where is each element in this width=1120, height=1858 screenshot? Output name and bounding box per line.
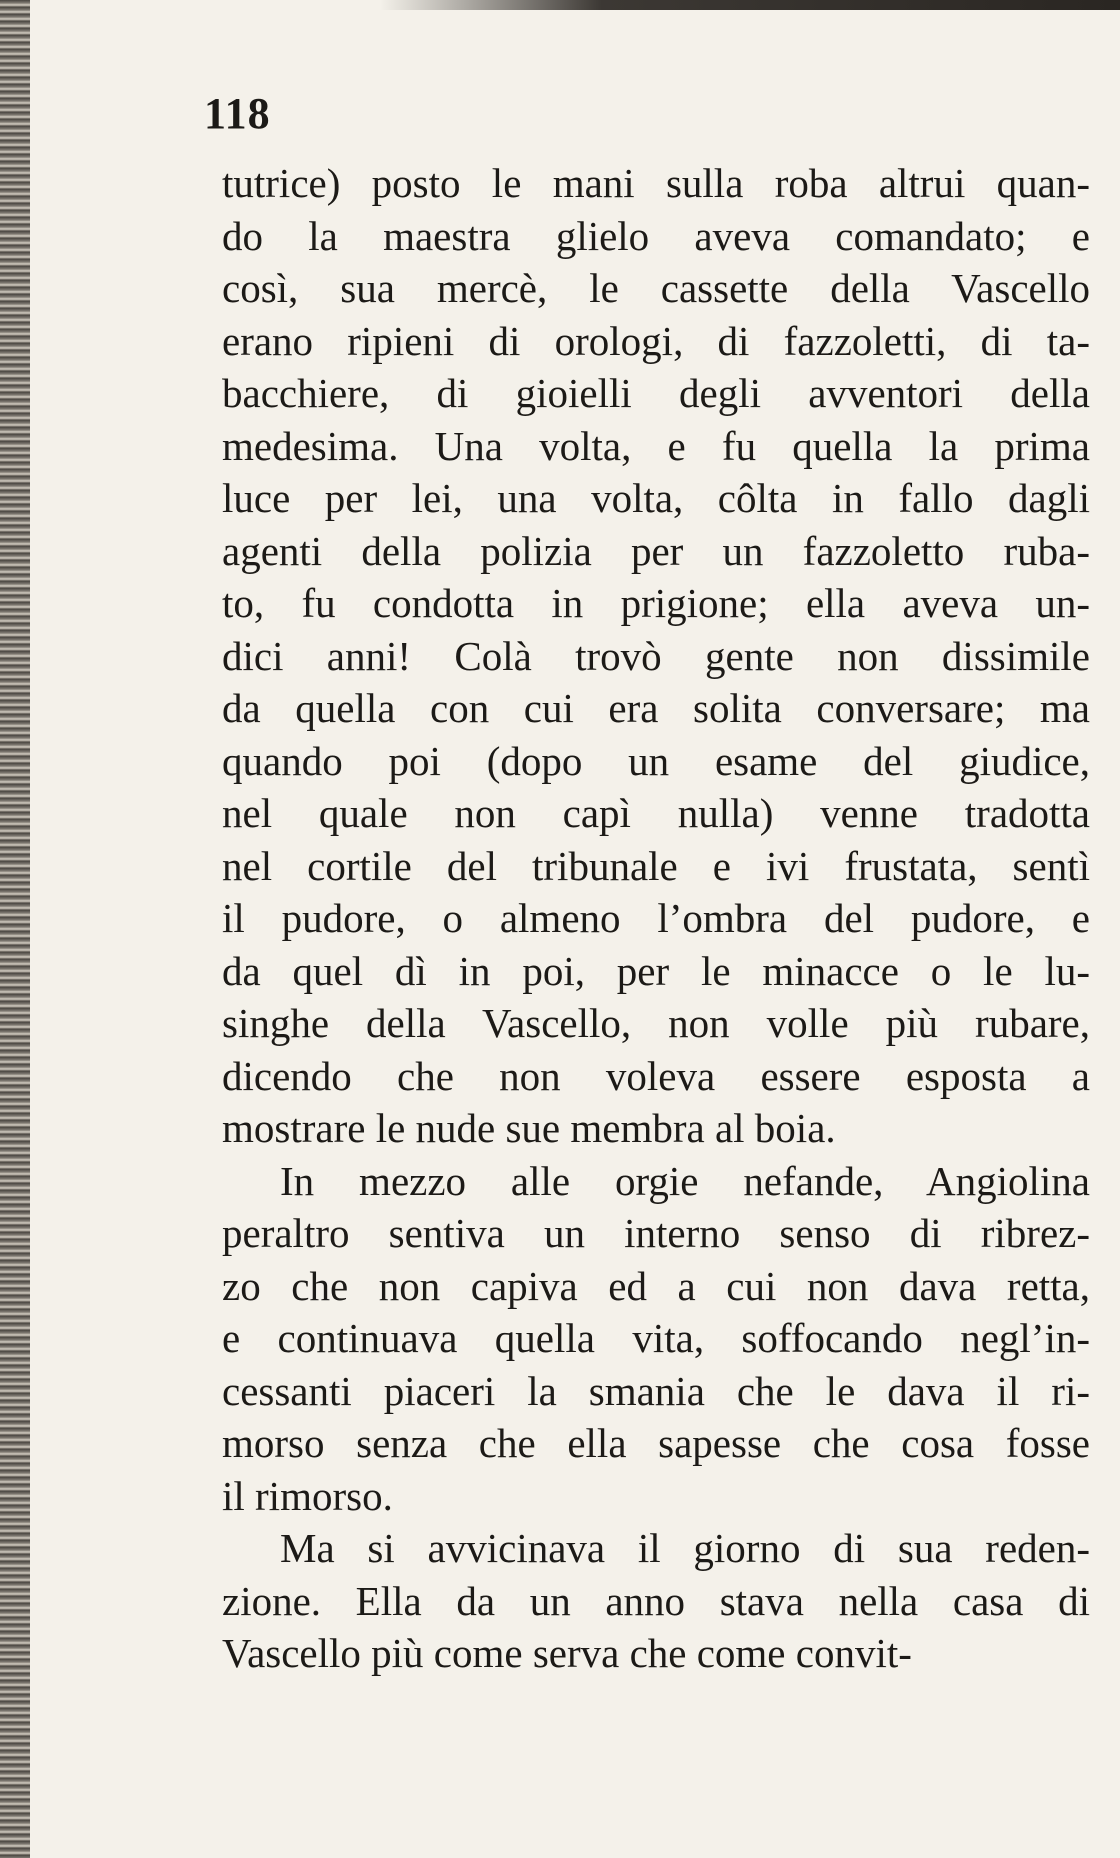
text-line: luce per lei, una volta, côlta in fallo dagli (222, 475, 1090, 521)
text-line: erano ripieni di orologi, di fazzoletti, di ta- (222, 317, 1090, 364)
text-line: mostrare le nude sue membra al boia. (222, 1105, 836, 1151)
text-line: zione. Ella da un anno stava nella casa di (222, 1577, 1090, 1624)
text-line: dici anni! Colà trovò gente non dissimile (222, 632, 1090, 679)
text-line: to, fu condotta in prigione; ella aveva un- (222, 580, 1090, 626)
text-line: e continuava quella vita, soffocando negl’in- (222, 1315, 1090, 1361)
page-number: 118 (204, 89, 271, 138)
text-line: medesima. Una volta, e fu quella la prima (222, 422, 1090, 469)
text-line: Ma si avvicinava il giorno di sua reden- (280, 1525, 1090, 1571)
text-line: nel quale non capì nulla) venne tradotta (222, 790, 1090, 836)
text-line: singhe della Vascello, non volle più rubare, (222, 1000, 1090, 1046)
text-line: peraltro sentiva un interno senso di ribrez- (222, 1210, 1090, 1256)
text-line: così, sua mercè, le cassette della Vascello (222, 265, 1090, 311)
text-line: zo che non capiva ed a cui non dava retta, (222, 1262, 1090, 1309)
text-line: agenti della polizia per un fazzoletto ruba- (222, 527, 1090, 574)
text-line: do la maestra glielo aveva comandato; e (222, 212, 1090, 259)
text-line: quando poi (dopo un esame del giudice, (222, 737, 1090, 784)
text-line: Vascello più come serva che come convit- (222, 1630, 912, 1676)
text-line: da quel dì in poi, per le minacce o le lu- (222, 947, 1090, 994)
paragraph (222, 157, 1090, 1155)
text-line: bacchiere, di gioielli degli avventori della (222, 370, 1090, 416)
paragraph (222, 1522, 1090, 1680)
text-line: da quella con cui era solita conversare; ma (222, 685, 1090, 731)
text-line: il rimorso. (222, 1472, 393, 1519)
body-text (222, 157, 1090, 1680)
text-line: dicendo che non voleva essere esposta a (222, 1052, 1090, 1099)
text-line: cessanti piaceri la smania che le dava il ri- (222, 1367, 1090, 1414)
page-top-edge-shadow (380, 0, 1120, 10)
text-line: nel cortile del tribunale e ivi frustata, sentì (222, 842, 1090, 889)
text-line: tutrice) posto le mani sulla roba altrui quan- (222, 160, 1090, 206)
book-spine-edge (0, 0, 30, 1858)
paragraph (222, 1155, 1090, 1523)
text-line: morso senza che ella sapesse che cosa fosse (222, 1420, 1090, 1466)
text-line: il pudore, o almeno l’ombra del pudore, e (222, 895, 1090, 941)
text-line: In mezzo alle orgie nefande, Angiolina (280, 1157, 1090, 1204)
